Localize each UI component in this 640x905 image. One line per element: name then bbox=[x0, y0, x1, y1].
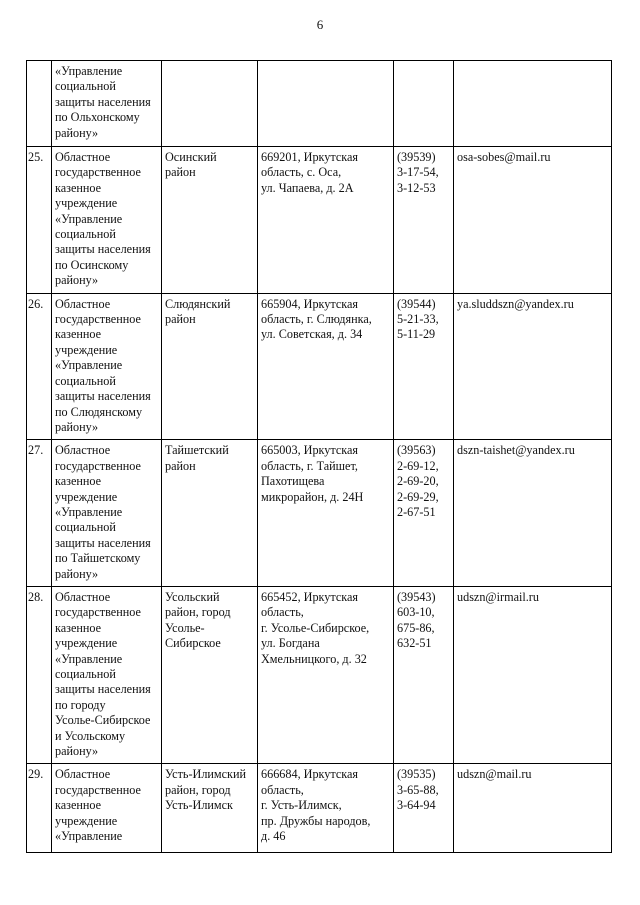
email: udszn@mail.ru bbox=[454, 764, 612, 853]
district: Слюдянский район bbox=[162, 293, 258, 440]
table-row bbox=[27, 147, 612, 294]
institutions-table bbox=[26, 60, 612, 853]
district: Тайшетский район bbox=[162, 440, 258, 587]
email: ya.sluddszn@yandex.ru bbox=[454, 293, 612, 440]
row-number: 28. bbox=[27, 586, 52, 763]
district: Осинский район bbox=[162, 147, 258, 294]
organization-name: Областное государственное казенное учреждение «Управление социальной защиты населения по Тайшетскому району» bbox=[52, 440, 162, 587]
address bbox=[258, 61, 394, 147]
organization-name: Областное государственное казенное учреждение «Управление социальной защиты населения по городу Усолье-Сибирское и Усольскому району» bbox=[52, 586, 162, 763]
phone: (39543) 603-10, 675-86, 632-51 bbox=[394, 586, 454, 763]
organization-name: «Управление социальной защиты населения по Ольхонскому району» bbox=[52, 61, 162, 147]
address: 665452, Иркутская область, г. Усолье-Сибирское, ул. Богдана Хмельницкого, д. 32 bbox=[258, 586, 394, 763]
table-row bbox=[27, 293, 612, 440]
email: dszn-taishet@yandex.ru bbox=[454, 440, 612, 587]
table-row bbox=[27, 764, 612, 853]
row-number: 27. bbox=[27, 440, 52, 587]
table-row bbox=[27, 440, 612, 587]
organization-name: Областное государственное казенное учреждение «Управление социальной защиты населения по Слюдянскому району» bbox=[52, 293, 162, 440]
row-number bbox=[27, 61, 52, 147]
row-number: 26. bbox=[27, 293, 52, 440]
email: udszn@irmail.ru bbox=[454, 586, 612, 763]
email: osa-sobes@mail.ru bbox=[454, 147, 612, 294]
row-number: 29. bbox=[27, 764, 52, 853]
address: 665003, Иркутская область, г. Тайшет, Пахотищева микрорайон, д. 24Н bbox=[258, 440, 394, 587]
district bbox=[162, 61, 258, 147]
email bbox=[454, 61, 612, 147]
district: Усольский район, город Усолье- Сибирское bbox=[162, 586, 258, 763]
phone bbox=[394, 61, 454, 147]
district: Усть-Илимский район, город Усть-Илимск bbox=[162, 764, 258, 853]
page-number: 6 bbox=[316, 17, 324, 32]
organization-name: Областное государственное казенное учреждение «Управление bbox=[52, 764, 162, 853]
address: 665904, Иркутская область, г. Слюдянка, ул. Советская, д. 34 bbox=[258, 293, 394, 440]
row-number: 25. bbox=[27, 147, 52, 294]
phone: (39535) 3-65-88, 3-64-94 bbox=[394, 764, 454, 853]
phone: (39544) 5-21-33, 5-11-29 bbox=[394, 293, 454, 440]
table-row bbox=[27, 586, 612, 763]
phone: (39539) 3-17-54, 3-12-53 bbox=[394, 147, 454, 294]
address: 666684, Иркутская область, г. Усть-Илимск, пр. Дружбы народов, д. 46 bbox=[258, 764, 394, 853]
organization-name: Областное государственное казенное учреждение «Управление социальной защиты населения по Осинскому району» bbox=[52, 147, 162, 294]
phone: (39563) 2-69-12, 2-69-20, 2-69-29, 2-67-51 bbox=[394, 440, 454, 587]
table-row bbox=[27, 61, 612, 147]
address: 669201, Иркутская область, с. Оса, ул. Чапаева, д. 2А bbox=[258, 147, 394, 294]
